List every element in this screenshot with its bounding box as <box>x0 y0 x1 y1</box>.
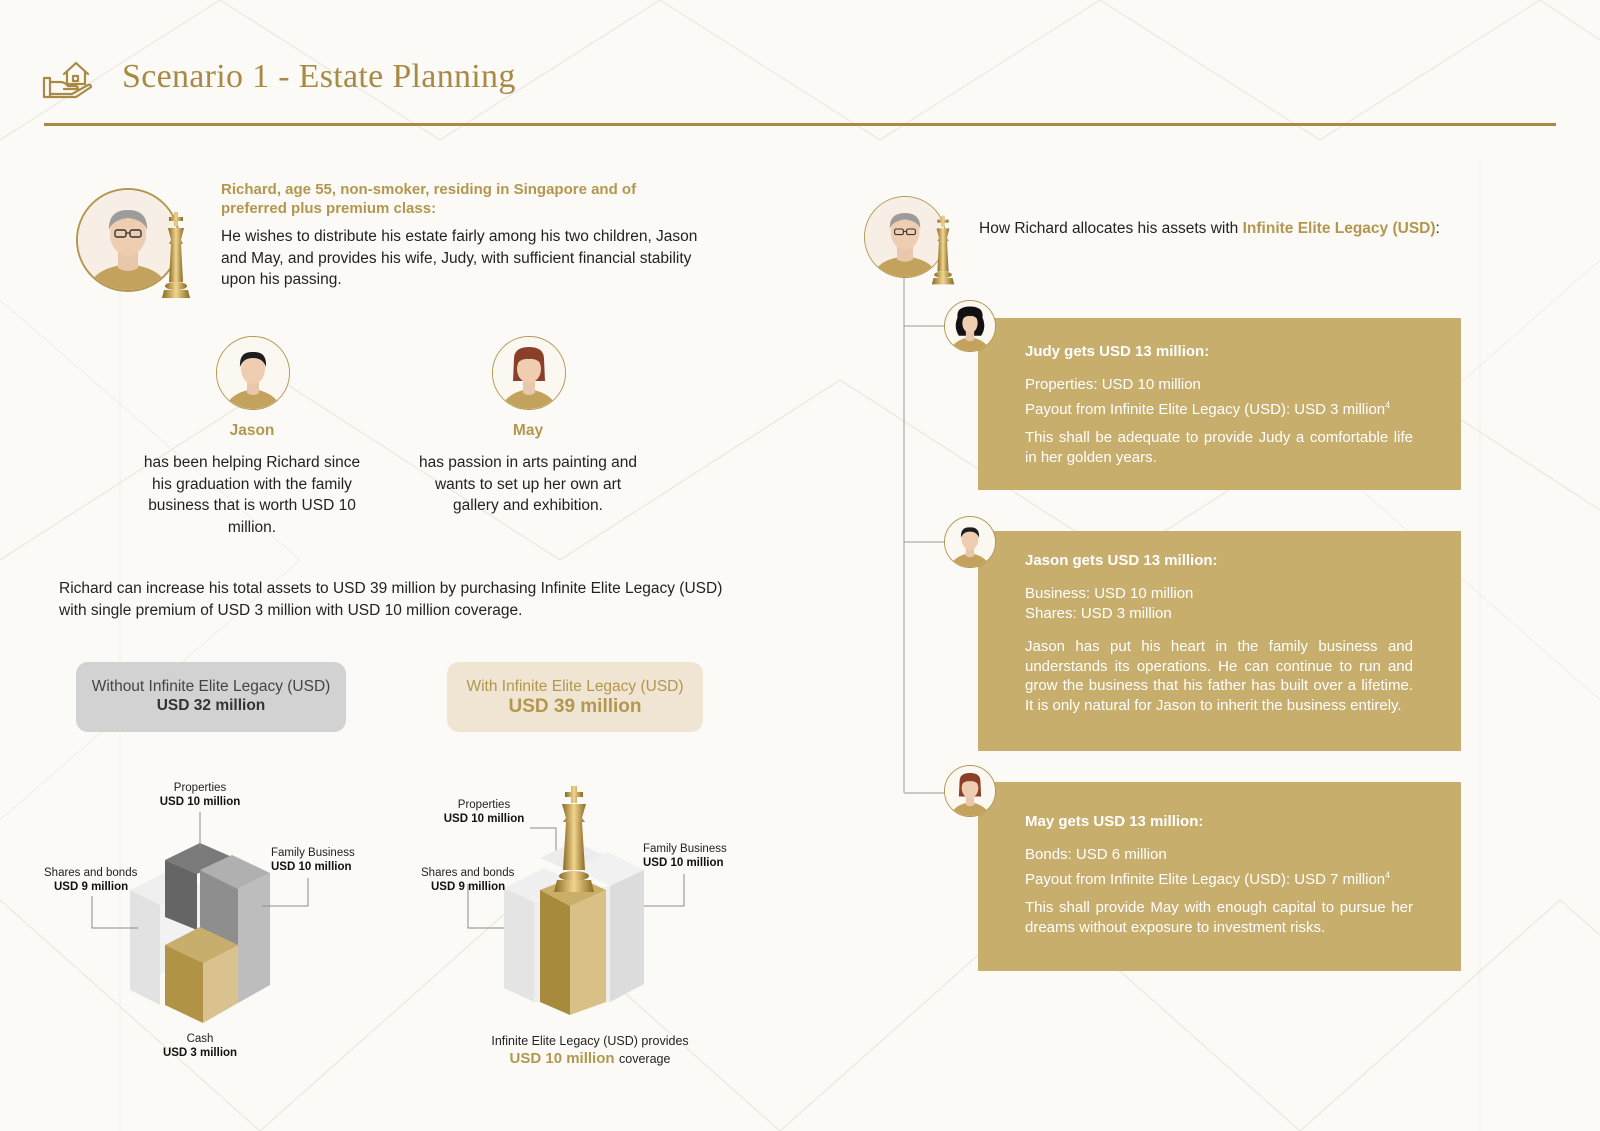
may-line-2-text: Payout from Infinite Elite Legacy (USD): USD 7 million <box>1025 871 1386 888</box>
label-text: Properties <box>457 799 511 811</box>
summary-paragraph: Richard can increase his total assets to USD 39 million by purchasing Infinite Elite Legacy (USD) with single premium of USD 3 million with USD 10 million coverage. <box>59 580 723 619</box>
without-properties-label <box>140 781 260 809</box>
jason-description: has been helping Richard since his graduation with the family business that is worth USD 10 million. <box>143 454 361 536</box>
allocation-intro-suffix: : <box>1435 220 1440 237</box>
may-card <box>978 782 1461 971</box>
label-text: Cash <box>186 1033 214 1045</box>
without-value: USD 32 million <box>156 697 266 714</box>
coverage-value: USD 10 million <box>509 1050 615 1067</box>
without-family-business-label <box>271 846 391 874</box>
with-properties-label <box>424 798 544 826</box>
allocation-intro-product: Infinite Elite Legacy (USD) <box>1242 220 1436 237</box>
label-value: USD 10 million <box>443 813 525 825</box>
with-coverage-label <box>440 1033 740 1069</box>
label-text: Family Business <box>643 843 727 855</box>
may-card-heading: May gets USD 13 million: <box>1025 813 1204 830</box>
may-avatar-small <box>944 765 996 817</box>
jason-card <box>978 531 1461 751</box>
judy-line-2-text: Payout from Infinite Elite Legacy (USD): USD 3 million <box>1025 401 1386 418</box>
jason-line-1: Business: USD 10 million <box>1025 585 1194 602</box>
label-value: USD 10 million <box>159 796 241 808</box>
allocation-intro <box>979 220 1579 238</box>
may-description: has passion in arts painting and wants to set up her own art gallery and exhibition. <box>418 454 637 514</box>
with-label: With Infinite Elite Legacy (USD) <box>466 678 684 695</box>
with-shares-label <box>421 866 541 894</box>
jason-card-heading: Jason gets USD 13 million: <box>1025 552 1218 569</box>
with-family-business-label <box>643 842 763 870</box>
without-label: Without Infinite Elite Legacy (USD) <box>91 678 331 695</box>
judy-footnote: 4 <box>1385 400 1391 410</box>
label-value: USD 3 million <box>162 1047 238 1059</box>
judy-avatar <box>944 300 996 352</box>
without-cash-label <box>140 1032 260 1060</box>
judy-note: This shall be adequate to provide Judy a comfortable life in her golden years. <box>1025 429 1413 466</box>
page-title: Scenario 1 - Estate Planning <box>122 58 516 95</box>
coverage-suffix: coverage <box>619 1052 671 1066</box>
judy-heading: Judy gets USD 13 million: <box>1025 343 1210 360</box>
intro-body: He wishes to distribute his estate fairly among his two children, Jason and May, and provides his wife, Judy, with sufficient financial stability upon his passing. <box>221 228 698 288</box>
jason-line-2: Shares: USD 3 million <box>1025 605 1172 622</box>
label-text: Properties <box>173 782 227 794</box>
may-note: This shall provide May with enough capital to pursue her dreams without exposure to investment risks. <box>1025 899 1413 936</box>
judy-line-1: Properties: USD 10 million <box>1025 376 1201 393</box>
label-value: USD 9 million <box>431 881 506 893</box>
may-line-2 <box>1025 865 1390 890</box>
intro-heading: Richard, age 55, non-smoker, residing in Singapore and of preferred plus premium class: <box>221 181 637 217</box>
may-line-1: Bonds: USD 6 million <box>1025 846 1167 863</box>
label-value: USD 10 million <box>643 857 724 869</box>
jason-name: Jason <box>229 422 275 439</box>
label-value: USD 9 million <box>54 881 129 893</box>
label-text: Family Business <box>271 847 355 859</box>
label-value: USD 10 million <box>271 861 352 873</box>
label-text: Shares and bonds <box>44 867 138 879</box>
judy-card <box>978 318 1461 490</box>
without-shares-label <box>44 866 164 894</box>
may-footnote: 4 <box>1385 870 1391 880</box>
jason-note: Jason has put his heart in the family business and understands its operations. He can continue to run and grow the business that his father has built over a lifetime. It is only natural for Jason to inherit the business entirely. <box>1025 638 1413 714</box>
with-value: USD 39 million <box>508 696 642 717</box>
may-name: May <box>512 422 544 439</box>
label-text: Shares and bonds <box>421 867 515 879</box>
chess-king-icon-small <box>930 214 956 294</box>
judy-line-2 <box>1025 395 1390 420</box>
jason-avatar-small <box>944 516 996 568</box>
allocation-intro-prefix: How Richard allocates his assets with <box>979 220 1243 237</box>
coverage-prefix: Infinite Elite Legacy (USD) provides <box>491 1034 689 1048</box>
